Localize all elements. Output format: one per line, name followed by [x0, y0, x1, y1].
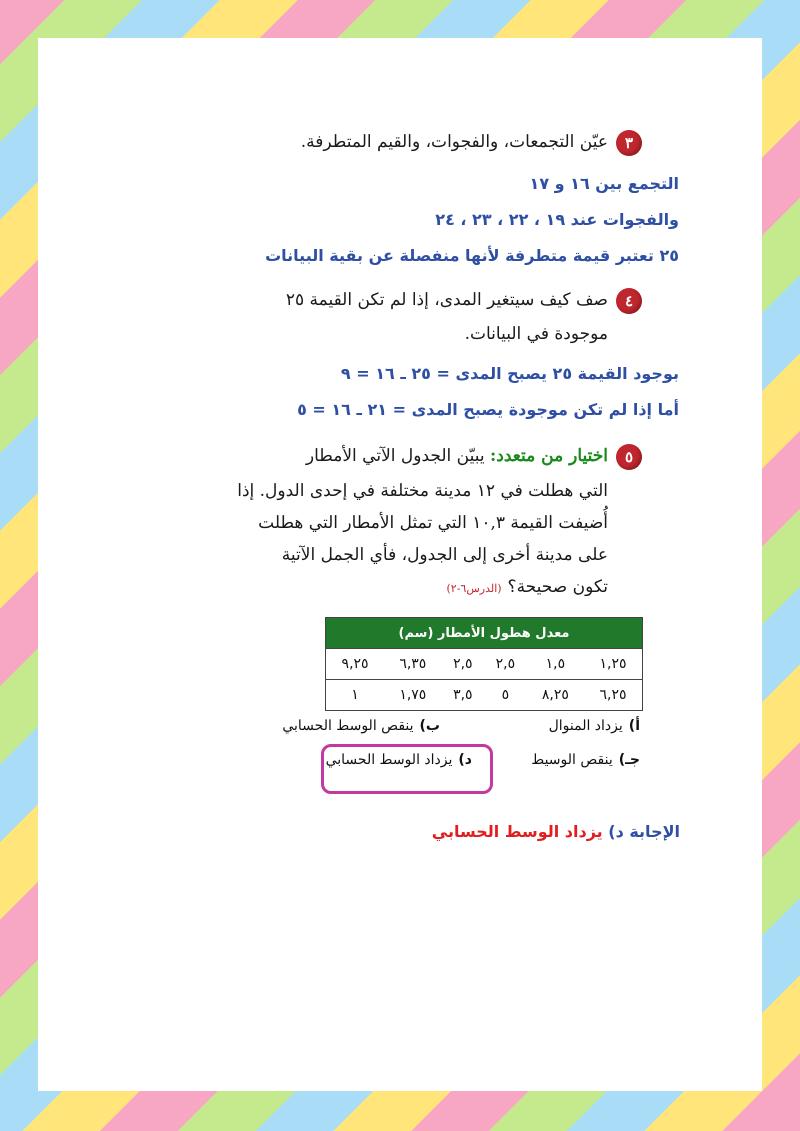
question-number-badge: ٥	[616, 444, 642, 470]
option-b-letter: ب)	[419, 718, 440, 734]
table-cell: ٩,٢٥	[326, 649, 385, 680]
multiple-choice-label: اختيار من متعدد:	[490, 446, 608, 466]
correct-answer-highlight	[321, 744, 493, 794]
table-cell: ٥	[484, 680, 527, 711]
table-cell: ٢,٥	[484, 649, 527, 680]
table-cell: ٣,٥	[442, 680, 485, 711]
question-5-line-3: أُضيفت القيمة ١٠,٣ التي تمثل الأمطار التي هطلت	[258, 513, 608, 533]
question-5-line-5-text: تكون صحيحة؟	[507, 577, 608, 597]
table-cell: ٦,٢٥	[584, 680, 642, 711]
answer-line: التجمع بين ١٦ و ١٧	[529, 174, 679, 193]
question-5-line-5	[446, 571, 608, 605]
final-answer-value: يزداد الوسط الحسابي	[431, 822, 603, 841]
table-cell: ١	[326, 680, 385, 711]
question-5-line-2: التي هطلت في ١٢ مدينة مختلفة في إحدى الدول. إذا	[237, 481, 608, 501]
question-5	[306, 440, 642, 473]
answer-line: بوجود القيمة ٢٥ يصبح المدى = ٢٥ ـ ١٦ = ٩	[340, 364, 679, 383]
final-answer	[432, 822, 680, 841]
table-row	[326, 680, 643, 711]
table-header: معدل هطول الأمطار (سم)	[326, 618, 643, 649]
final-answer-label: الإجابة د)	[608, 822, 680, 841]
answer-line: أما إذا لم تكن موجودة يصبح المدى = ٢١ ـ ١٦ = ٥	[297, 400, 679, 419]
question-5-line-1: يبيّن الجدول الآتي الأمطار	[305, 446, 485, 466]
option-d-letter: د)	[458, 752, 472, 768]
answer-line: والفجوات عند ١٩ ، ٢٢ ، ٢٣ ، ٢٤	[435, 210, 679, 229]
lesson-reference: (الدرس٦-٢)	[446, 582, 502, 595]
option-c-text: ينقص الوسيط	[531, 752, 613, 768]
worksheet-page	[38, 38, 762, 1091]
option-a-letter: أ)	[628, 718, 640, 734]
table-cell: ١,٧٥	[384, 680, 441, 711]
option-b[interactable]	[282, 718, 440, 734]
question-number-badge: ٤	[616, 288, 642, 314]
question-5-line-4: على مدينة أخرى إلى الجدول، فأي الجمل الآتية	[281, 545, 608, 565]
option-c-letter: جـ)	[618, 752, 640, 768]
answer-line: ٢٥ تعتبر قيمة متطرفة لأنها منفصلة عن بقية البيانات	[265, 246, 679, 265]
question-3-text: عيّن التجمعات، والفجوات، والقيم المتطرفة.	[300, 132, 608, 152]
question-4	[286, 284, 642, 317]
question-4-line-1: صف كيف سيتغير المدى، إذا لم تكن القيمة ٢٥	[285, 290, 608, 310]
table-cell: ٨,٢٥	[527, 680, 584, 711]
table-row	[326, 649, 643, 680]
question-3	[301, 126, 642, 159]
option-a[interactable]	[549, 718, 640, 734]
option-d-text: يزداد الوسط الحسابي	[325, 752, 453, 768]
option-a-text: يزداد المنوال	[548, 718, 623, 734]
table-cell: ٦,٣٥	[384, 649, 441, 680]
table-cell: ٢,٥	[442, 649, 485, 680]
table-cell: ١,٢٥	[584, 649, 642, 680]
option-b-text: ينقص الوسط الحسابي	[282, 718, 414, 734]
rainfall-table	[325, 617, 643, 711]
table-cell: ١,٥	[527, 649, 584, 680]
question-4-line-2: موجودة في البيانات.	[464, 324, 608, 344]
question-number-badge: ٣	[616, 130, 642, 156]
option-c[interactable]	[531, 752, 640, 768]
